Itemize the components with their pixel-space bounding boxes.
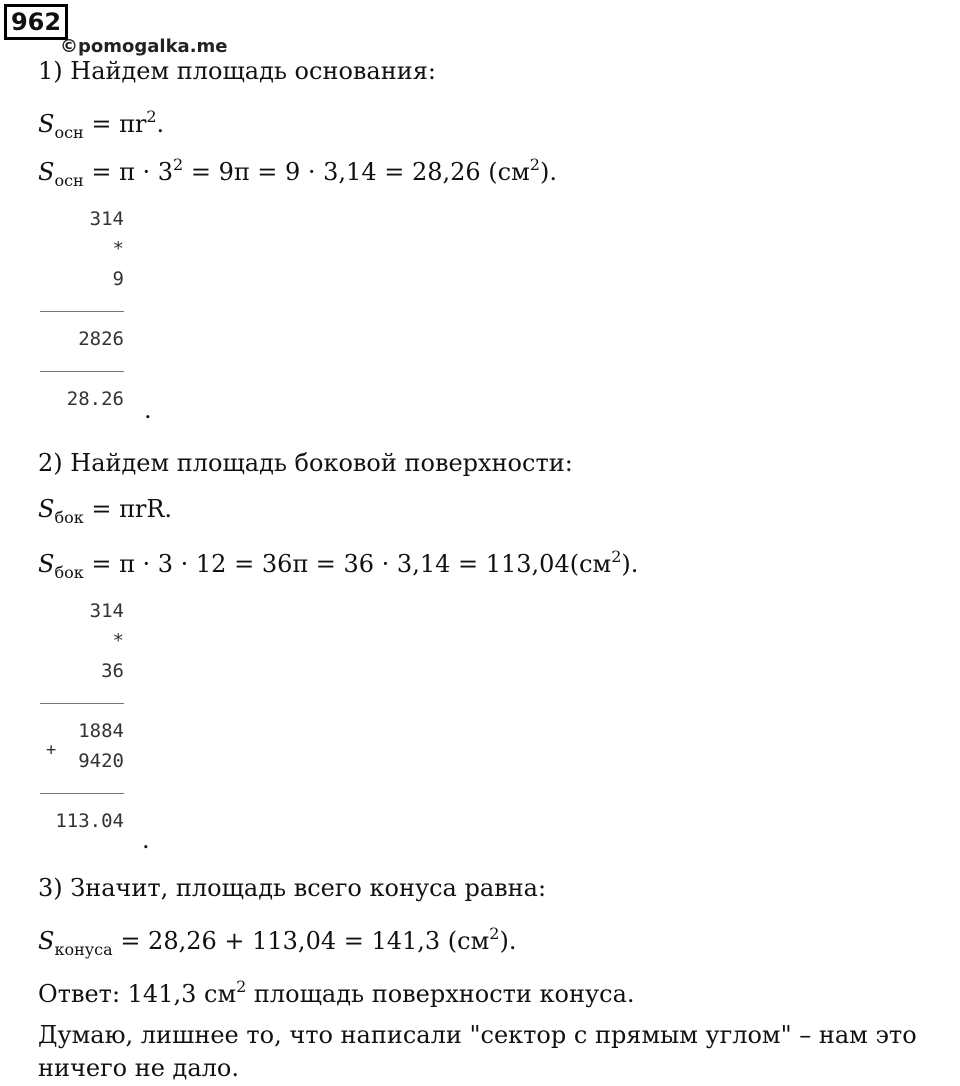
formula-text: = π · 3 · 12 = 36π = 36 · 3,14 = 113,04(см [91, 550, 612, 578]
calc1-result: 28.26 [66, 388, 124, 410]
formula-end: ). [621, 550, 639, 578]
calc2-dot: . [142, 826, 150, 854]
calc1-rule [40, 371, 124, 372]
formula-end: ). [499, 927, 517, 955]
answer-text: Ответ: 141,3 см [38, 980, 237, 1008]
calc2-rule [40, 703, 124, 704]
step3-formula [38, 918, 516, 966]
exponent: 2 [236, 977, 247, 996]
calc1-dot: . [144, 396, 152, 424]
exponent: 2 [529, 155, 540, 174]
step1-title: 1) Найдем площадь основания: [38, 57, 436, 85]
formula-end: . [156, 110, 165, 138]
answer-line [38, 971, 635, 1010]
s-symbol: S [38, 495, 55, 523]
calc1-product: 2826 [78, 328, 124, 350]
step1-formula2 [38, 149, 557, 197]
formula-text: = 28,26 + 113,04 = 141,3 (см [120, 927, 490, 955]
s-subscript: осн [54, 171, 84, 190]
formula-text: = πrR. [91, 495, 173, 523]
calc1-rule [40, 311, 124, 312]
s-subscript: конуса [54, 940, 113, 959]
formula-text: = π · 3 [91, 158, 174, 186]
calc2-result: 113.04 [55, 810, 124, 832]
note-line2: ничего не дало. [38, 1054, 239, 1082]
calc2-rule [40, 793, 124, 794]
step2-title: 2) Найдем площадь боковой поверхности: [38, 449, 573, 477]
watermark: ©pomogalka.me [60, 36, 228, 57]
s-symbol: S [38, 158, 55, 186]
exponent: 2 [173, 155, 184, 174]
calc1-operand-b: 9 [112, 268, 124, 290]
s-subscript: осн [54, 123, 84, 142]
formula-text-mid: = 9π = 9 · 3,14 = 28,26 (см [183, 158, 530, 186]
exponent: 2 [611, 547, 622, 566]
step2-formula1 [38, 493, 172, 534]
calc2-partial2: 9420 [78, 750, 124, 772]
calc2-operand-a: 314 [89, 600, 124, 622]
answer-text-end: площадь поверхности конуса. [246, 980, 635, 1008]
exponent: 2 [489, 924, 500, 943]
calc2-operator: * [112, 630, 124, 652]
task-number: 962 [4, 4, 68, 40]
exponent: 2 [146, 107, 157, 126]
step2-formula2 [38, 541, 638, 589]
formula-text: = πr [91, 110, 147, 138]
note-line1: Думаю, лишнее то, что написали "сектор с прямым углом" – нам это [38, 1021, 917, 1049]
s-symbol: S [38, 927, 55, 955]
s-symbol: S [38, 110, 55, 138]
s-subscript: бок [54, 508, 84, 527]
s-subscript: бок [54, 563, 84, 582]
calc1-operator: * [112, 238, 124, 260]
formula-end: ). [539, 158, 557, 186]
step1-formula1 [38, 101, 164, 149]
calc2-operand-b: 36 [101, 660, 124, 682]
calc1-operand-a: 314 [89, 208, 124, 230]
s-symbol: S [38, 550, 55, 578]
step3-title: 3) Значит, площадь всего конуса равна: [38, 874, 547, 902]
calc2-plus: + [46, 740, 57, 760]
calc2-partial1: 1884 [78, 720, 124, 742]
